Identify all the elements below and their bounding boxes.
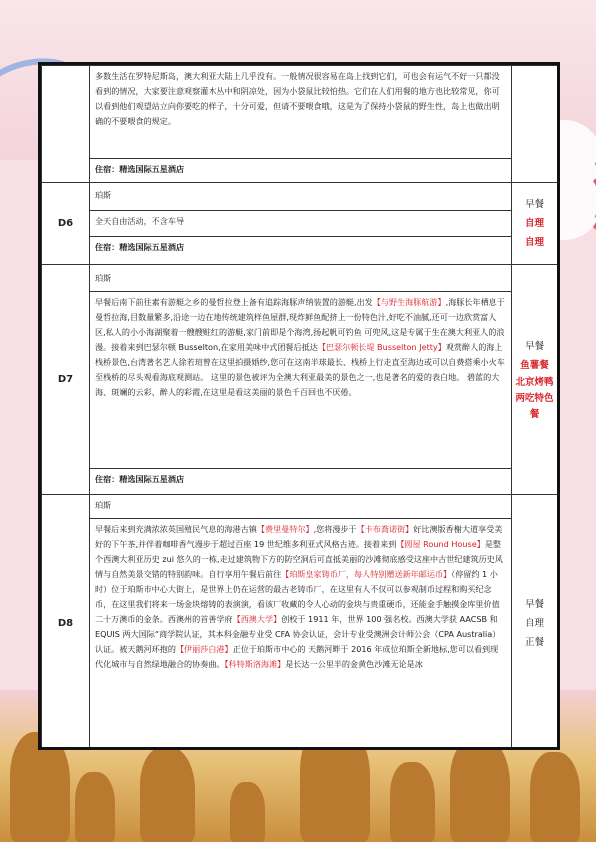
- meal-dinner: 自理: [524, 237, 544, 248]
- text-segment: 好比澳版香榭大道享受美好的下午茶,并伴着咖啡香气漫步于超过百座 19 世纪维多利亚式风格古迹。接着来到: [95, 524, 503, 549]
- table-row: [42, 66, 558, 183]
- meal-cell: [512, 265, 558, 495]
- text-segment: 观赏醉人的海上栈桥景色,台湾著名艺人徐若瑄曾在这里拍摄婚纱,您可在这南半球最长、栈桥上行走直至海边或可以自费搭乘小火车至栈桥的尽头观看海底观测站。 这里的景色被评为全澳大利亚最美的景色之一,也是著名的爱的表白地。 碧蓝的大海、斑斓的云彩、醉人的彩霞,在这里是看这美丽的景色千百回也不厌倦。: [95, 341, 505, 397]
- text-segment: 早餐后南下前往素有游艇之乡的曼哲拉登上备有追踪海豚声纳装置的游艇,出发: [95, 296, 373, 307]
- text-segment: 早餐后来到充满浓浓英国殖民气息的海港古镇: [95, 524, 257, 534]
- decorative-swirl: [556, 170, 596, 238]
- day-cell: [42, 66, 90, 183]
- city-name: 珀斯: [90, 185, 511, 211]
- day-cell: D8: [42, 495, 90, 751]
- highlight-segment: 【费里曼特尔】: [256, 524, 314, 534]
- meal-breakfast: 早餐: [524, 199, 544, 210]
- highlight-segment: 【圆屋 Round House】: [396, 539, 485, 549]
- meal-lunch: 鱼薯餐: [520, 359, 549, 371]
- day-description: [90, 519, 511, 750]
- highlight-segment: 【巴瑟尔顿长堤 Busselton Jetty】: [317, 341, 446, 352]
- itinerary-table: [41, 65, 558, 750]
- meal-breakfast: 早餐: [524, 340, 544, 352]
- meal-lunch: 自理: [524, 617, 544, 629]
- hotel-info: 住宿：精选国际五星酒店: [95, 242, 185, 252]
- meal-cell: [512, 495, 558, 751]
- day-description: 多数生活在罗特尼斯岛，澳大利亚大陆上几乎没有。一般情况很容易在岛上找到它们，可也会有运气不好一只都没看到的情况，大家要注意观察灌木丛中和阴凉处，因为小袋鼠比较怕热。它们在人们用餐的地方也比较常见，你可以看到他们观望站立向你要吃的样子，十分可爱，但请不要喂食哦，这是为了保持小袋鼠的野生性，岛上也做出明确的不要喂食的规定。: [90, 66, 511, 159]
- meal-cell: [512, 66, 558, 183]
- city-name: 珀斯: [90, 495, 511, 519]
- day-description: [90, 292, 511, 469]
- text-segment: 是长达一公里半的金黄色沙滩无论是冰: [285, 659, 423, 669]
- table-row: [42, 265, 558, 495]
- meal-lunch: 自理: [524, 218, 544, 229]
- meal-dinner: 北京烤鸭两吃特色餐: [515, 376, 554, 420]
- highlight-segment: 【与野生海豚航游】: [372, 296, 446, 307]
- text-segment: 创校于 1911 年，世界 100 强名校。西澳大学获 AACSB 和 EQUIS 两大国际“商学院认证，其本科金融专业受 CFA 协会认证，会计专业受澳洲会计师公会（CPA Australia）认证。被天鹅河环抱的: [95, 614, 501, 654]
- highlight-segment: 【西澳大学】: [232, 614, 282, 624]
- text-segment: 是整个西澳大利亚历史 zui 悠久的一栋,走过建筑物下方的防空洞后可直抵美丽的沙滩彻底感受这座中古世纪建筑历史风情与自然美景交错的特别韵味。自行享用午餐后前往: [95, 539, 503, 579]
- highlight-segment: 【科特斯洛海滩】: [224, 659, 286, 669]
- text-segment: 正位于珀斯市中心的 天鹅河畔于 2016 年成位珀斯全新地标,您可以看到现代化城市与自然绿地融合的协奏曲。: [95, 644, 499, 669]
- city-name: 珀斯: [90, 268, 511, 292]
- meal-breakfast: 早餐: [524, 598, 544, 610]
- day-description: 全天自由活动，不含车导: [90, 211, 511, 237]
- highlight-segment: 【伊丽莎白港】: [175, 644, 233, 654]
- meal-dinner: 正餐: [524, 636, 544, 648]
- text-segment: ,海豚长年栖息于曼哲拉海,目数量繁多,沿途一边在地传统建筑样鱼屋群,现炸鲜鱼配挤上一份特色汁,好吃不油腻,还可一边欣赏富人区,私人的小小海湖聚着一艘艘赃红的游艇,家门前即是个海湾,扬起帆可钓鱼 可兜风,这是专属于生在澳大利亚人的浪漫。接着来到巴瑟尔顿 Busselton,在家用美味中式团餐后抵达: [95, 296, 505, 352]
- text-segment: ,您将漫步于: [313, 524, 357, 534]
- hotel-info: 住宿：精选国际五星酒店: [95, 164, 185, 174]
- highlight-segment: 【卡布喬诺街】: [356, 524, 414, 534]
- itinerary-table-frame: [38, 62, 560, 750]
- table-row: [42, 183, 558, 265]
- meal-cell: [512, 183, 558, 265]
- day-cell: D7: [42, 265, 90, 495]
- day-cell: D6: [42, 183, 90, 265]
- highlight-segment: 【珀斯皇家铸币厂，每人特别赠送新年邮运币】: [281, 569, 452, 579]
- hotel-info: 住宿：精选国际五星酒店: [95, 473, 185, 484]
- text-segment: （停留约 1 小时）位于珀斯市中心大街上，是世界上仍在运营的最古老铸币厂，在这里有人不仅可以参观制币过程和购买纪念币，在这里我们将来一场金块熔铸的表演演，看该厂收藏的令人心动的金块与贵重硬币，还能金手触摸金库里价值二十万澳币的金条。西澳州的首善学府: [95, 569, 500, 624]
- table-row: [42, 495, 558, 751]
